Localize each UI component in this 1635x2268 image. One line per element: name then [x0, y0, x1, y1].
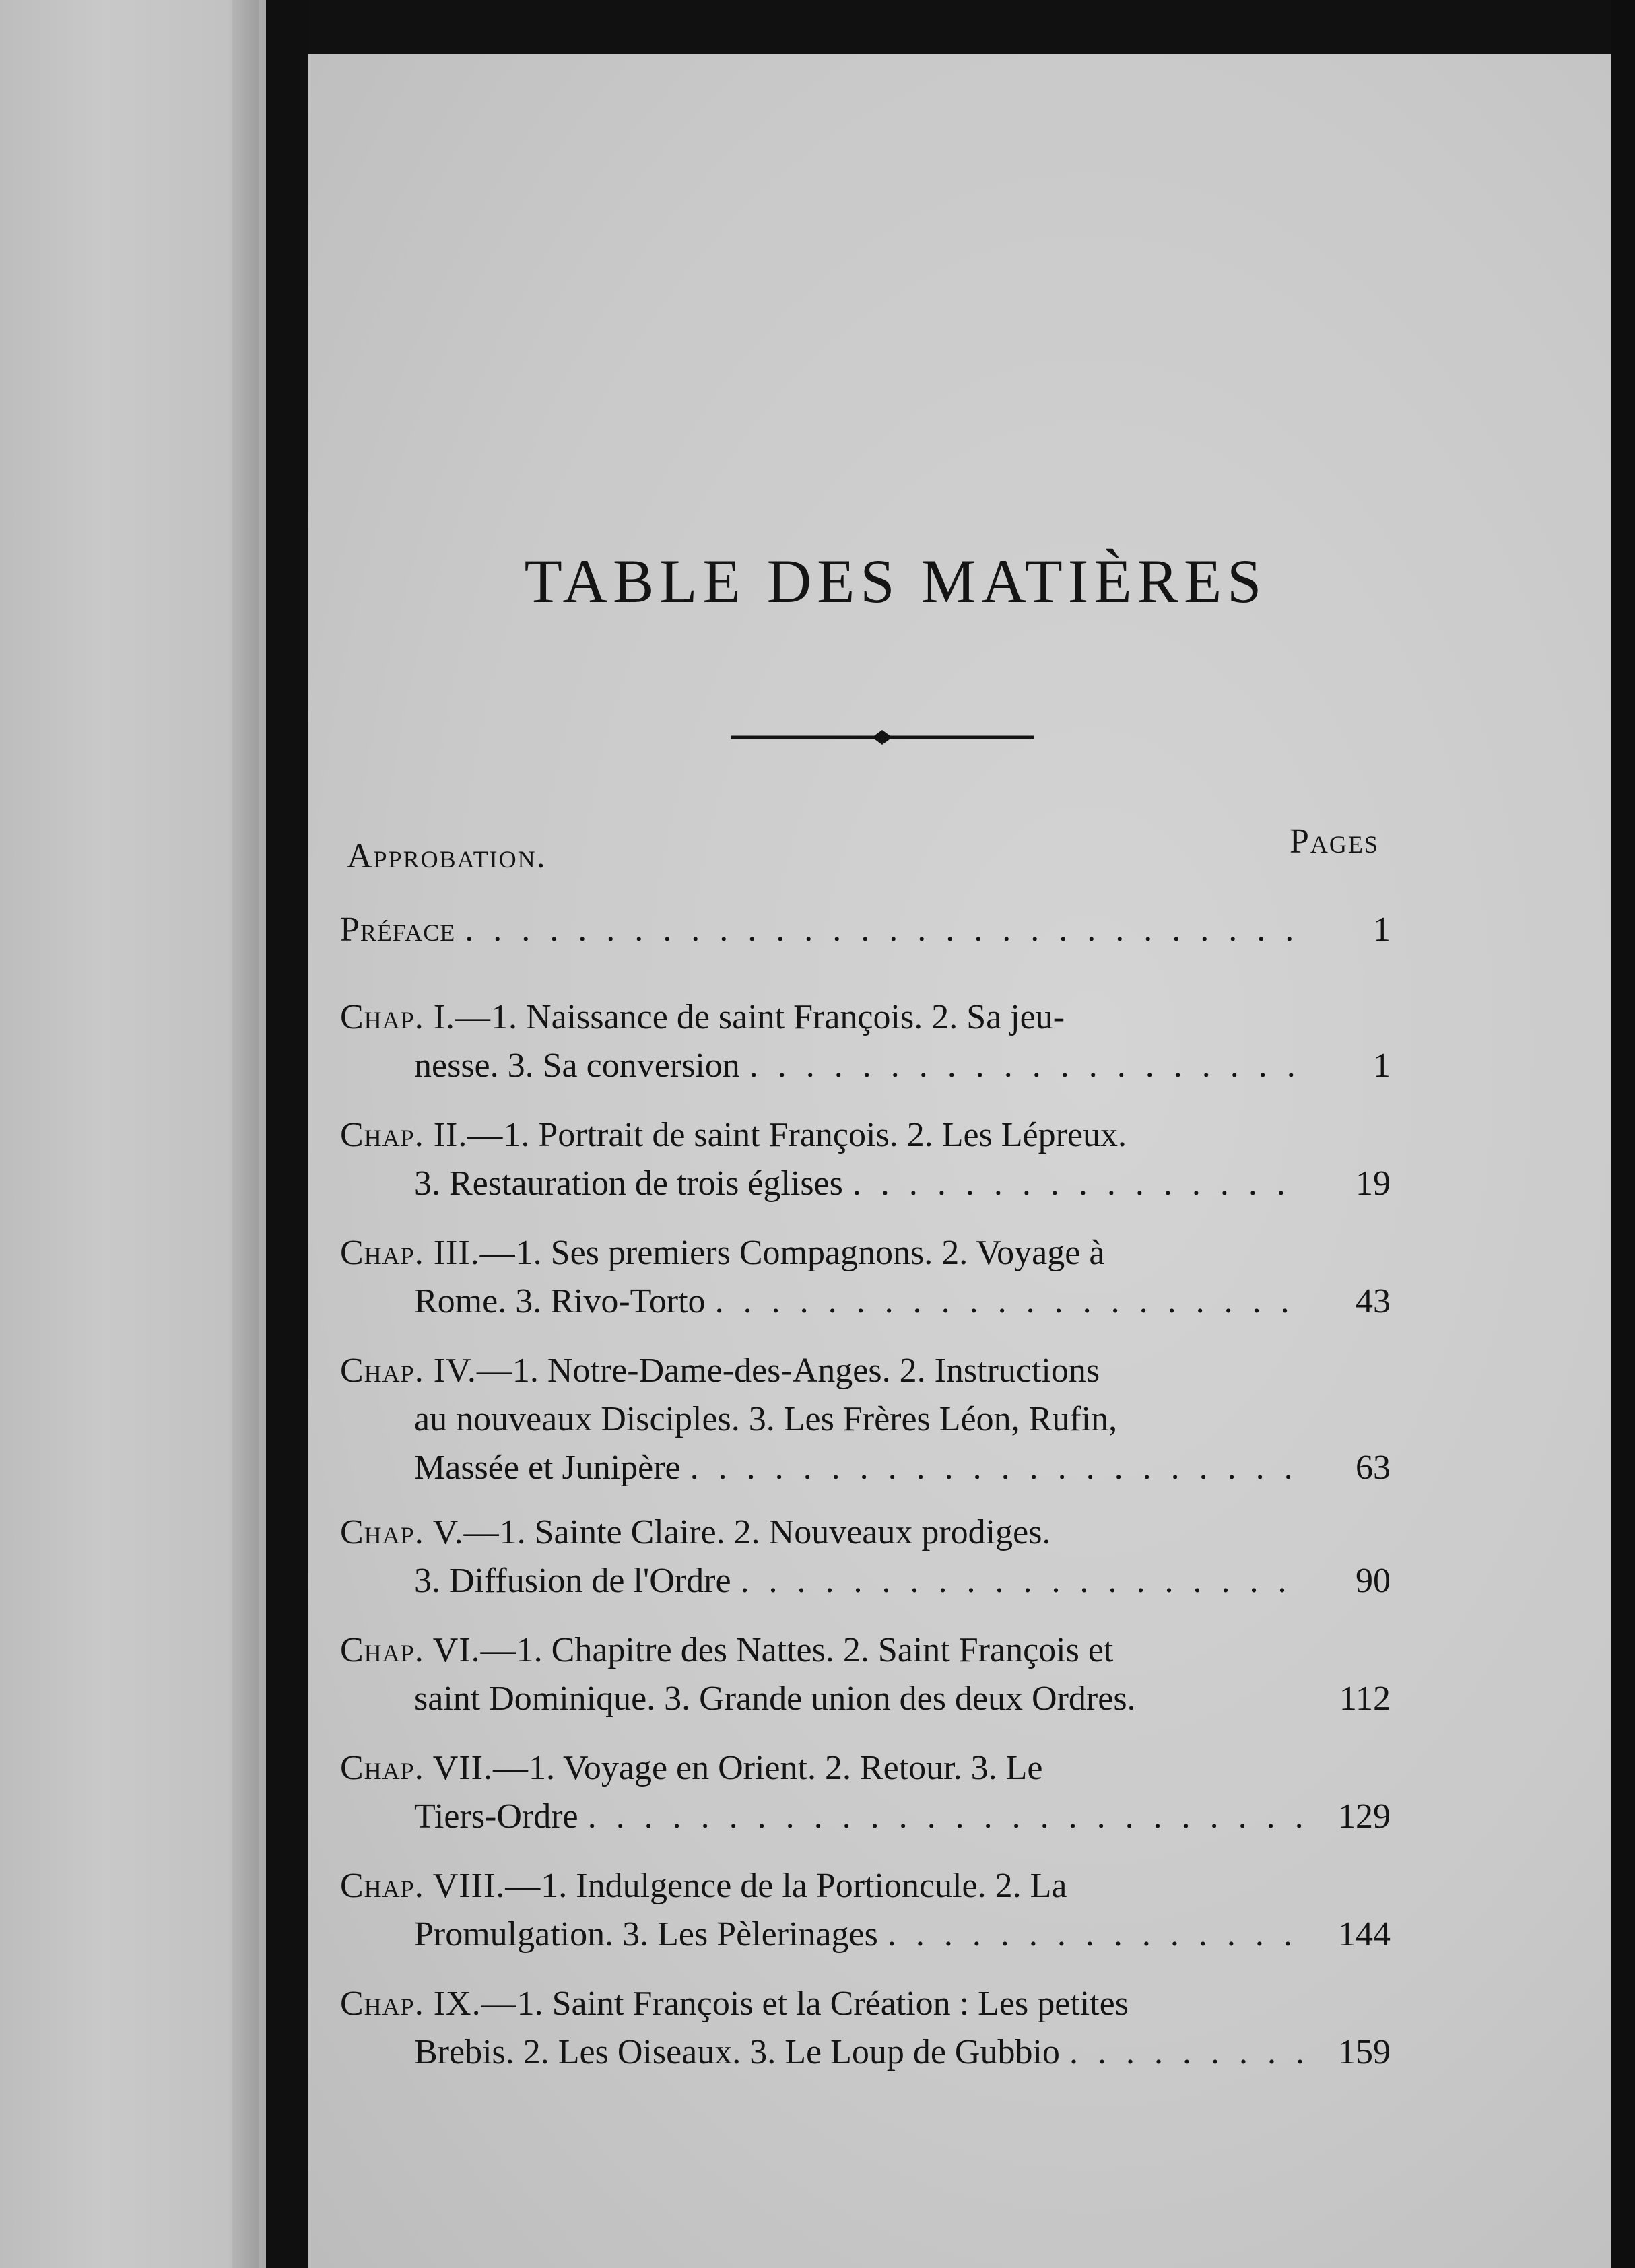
toc-entry-chap-4: [340, 1347, 1391, 1492]
toc-entry-text: Rome. 3. Rivo-Torto: [414, 1282, 706, 1321]
toc-entry-text: Tiers-Ordre: [414, 1797, 578, 1836]
dot-leader: [749, 1042, 1307, 1090]
toc-entry-chap-5: [340, 1508, 1391, 1605]
pages-column-header: Pages: [1290, 822, 1379, 861]
dot-leader: [741, 1557, 1307, 1605]
toc-entry-text: Brebis. 2. Les Oiseaux. 3. Le Loup de Gubbio: [414, 2033, 1060, 2071]
toc-approbation: Approbation.: [347, 837, 547, 875]
toc-entry-text: 1. Saint François et la Création : Les petites: [516, 1984, 1129, 2023]
chapter-label: Chap. VIII.—: [340, 1867, 541, 1905]
chapter-label: Chap. VII.—: [340, 1749, 529, 1787]
toc-page-number: 129: [1338, 1797, 1391, 1836]
toc-entry-text: nesse. 3. Sa conversion: [414, 1046, 740, 1085]
toc-entry-chap-3: [340, 1229, 1391, 1326]
toc-entry-preface: [340, 906, 1391, 954]
toc-page-number: 1: [1373, 1046, 1391, 1085]
toc-entry-text: 1. Portrait de saint François. 2. Les Lépreux.: [503, 1116, 1127, 1154]
toc-page-number: 112: [1339, 1679, 1391, 1718]
toc-entry-text: 3. Restauration de trois églises: [414, 1164, 843, 1203]
toc-entry-text: 1. Voyage en Orient. 2. Retour. 3. Le: [528, 1749, 1043, 1787]
dot-leader: [465, 906, 1307, 954]
toc-page-number: 144: [1338, 1915, 1391, 1954]
toc-entry-chap-2: [340, 1111, 1391, 1208]
scan-border-right: [1611, 0, 1635, 2268]
chapter-label: Chap. IV.—: [340, 1352, 512, 1390]
toc-entry-text: 1. Notre-Dame-des-Anges. 2. Instructions: [512, 1352, 1100, 1390]
toc-entry-chap-9: [340, 1980, 1391, 2077]
toc-page-number: 159: [1338, 2033, 1391, 2071]
toc-entry-text: 1. Indulgence de la Portioncule. 2. La: [541, 1867, 1067, 1905]
chapter-label: Chap. IX.—: [340, 1984, 517, 2023]
chapter-label: Chap. III.—: [340, 1234, 516, 1272]
toc-entry-text: saint Dominique. 3. Grande union des deux Ordres.: [414, 1679, 1136, 1718]
toc-page-number: 1: [1373, 910, 1391, 949]
dot-leader: [715, 1277, 1307, 1326]
dot-leader: [690, 1444, 1307, 1492]
left-page: [0, 0, 266, 2268]
chapter-label: Chap. V.—: [340, 1513, 500, 1552]
toc-entry-text: 1. Naissance de saint François. 2. Sa jeu-: [491, 998, 1065, 1036]
toc-entry-text: 1. Ses premiers Compagnons. 2. Voyage à: [515, 1234, 1105, 1272]
toc-entry-text: au nouveaux Disciples. 3. Les Frères Léon, Rufin,: [414, 1400, 1118, 1438]
toc-page-number: 63: [1356, 1448, 1391, 1487]
book-gutter: [266, 0, 308, 2268]
chapter-label: Chap. II.—: [340, 1116, 504, 1154]
toc-page-number: 19: [1356, 1164, 1391, 1203]
toc-entry-chap-6: [340, 1626, 1391, 1723]
toc-page-number: 90: [1356, 1562, 1391, 1600]
toc-entry-text: 1. Sainte Claire. 2. Nouveaux prodiges.: [499, 1513, 1051, 1552]
chapter-label: Chap. I.—: [340, 998, 492, 1036]
dot-leader: [853, 1160, 1307, 1208]
chapter-label: Chap. VI.—: [340, 1631, 516, 1669]
toc-entry-text: 1. Chapitre des Nattes. 2. Saint François et: [516, 1631, 1114, 1669]
dot-leader: [1069, 2028, 1307, 2077]
toc-entry-chap-8: [340, 1862, 1391, 1959]
toc-entry-text: Massée et Junipère: [414, 1448, 681, 1487]
ornament-rule: [731, 724, 1034, 751]
left-page-edge: [232, 0, 259, 2268]
scan-border-top: [308, 0, 1635, 54]
toc-entry-chap-7: [340, 1744, 1391, 1841]
page-title: TABLE DES MATIÈRES: [524, 547, 1267, 615]
dot-leader: [888, 1910, 1307, 1959]
dot-leader: [588, 1793, 1307, 1841]
toc-entry-text: Promulgation. 3. Les Pèlerinages: [414, 1915, 878, 1954]
toc-entry-title: Préface: [340, 910, 456, 949]
toc-page-number: 43: [1356, 1282, 1391, 1321]
toc-entry-chap-1: [340, 993, 1391, 1090]
toc-entry-text: 3. Diffusion de l'Ordre: [414, 1562, 731, 1600]
